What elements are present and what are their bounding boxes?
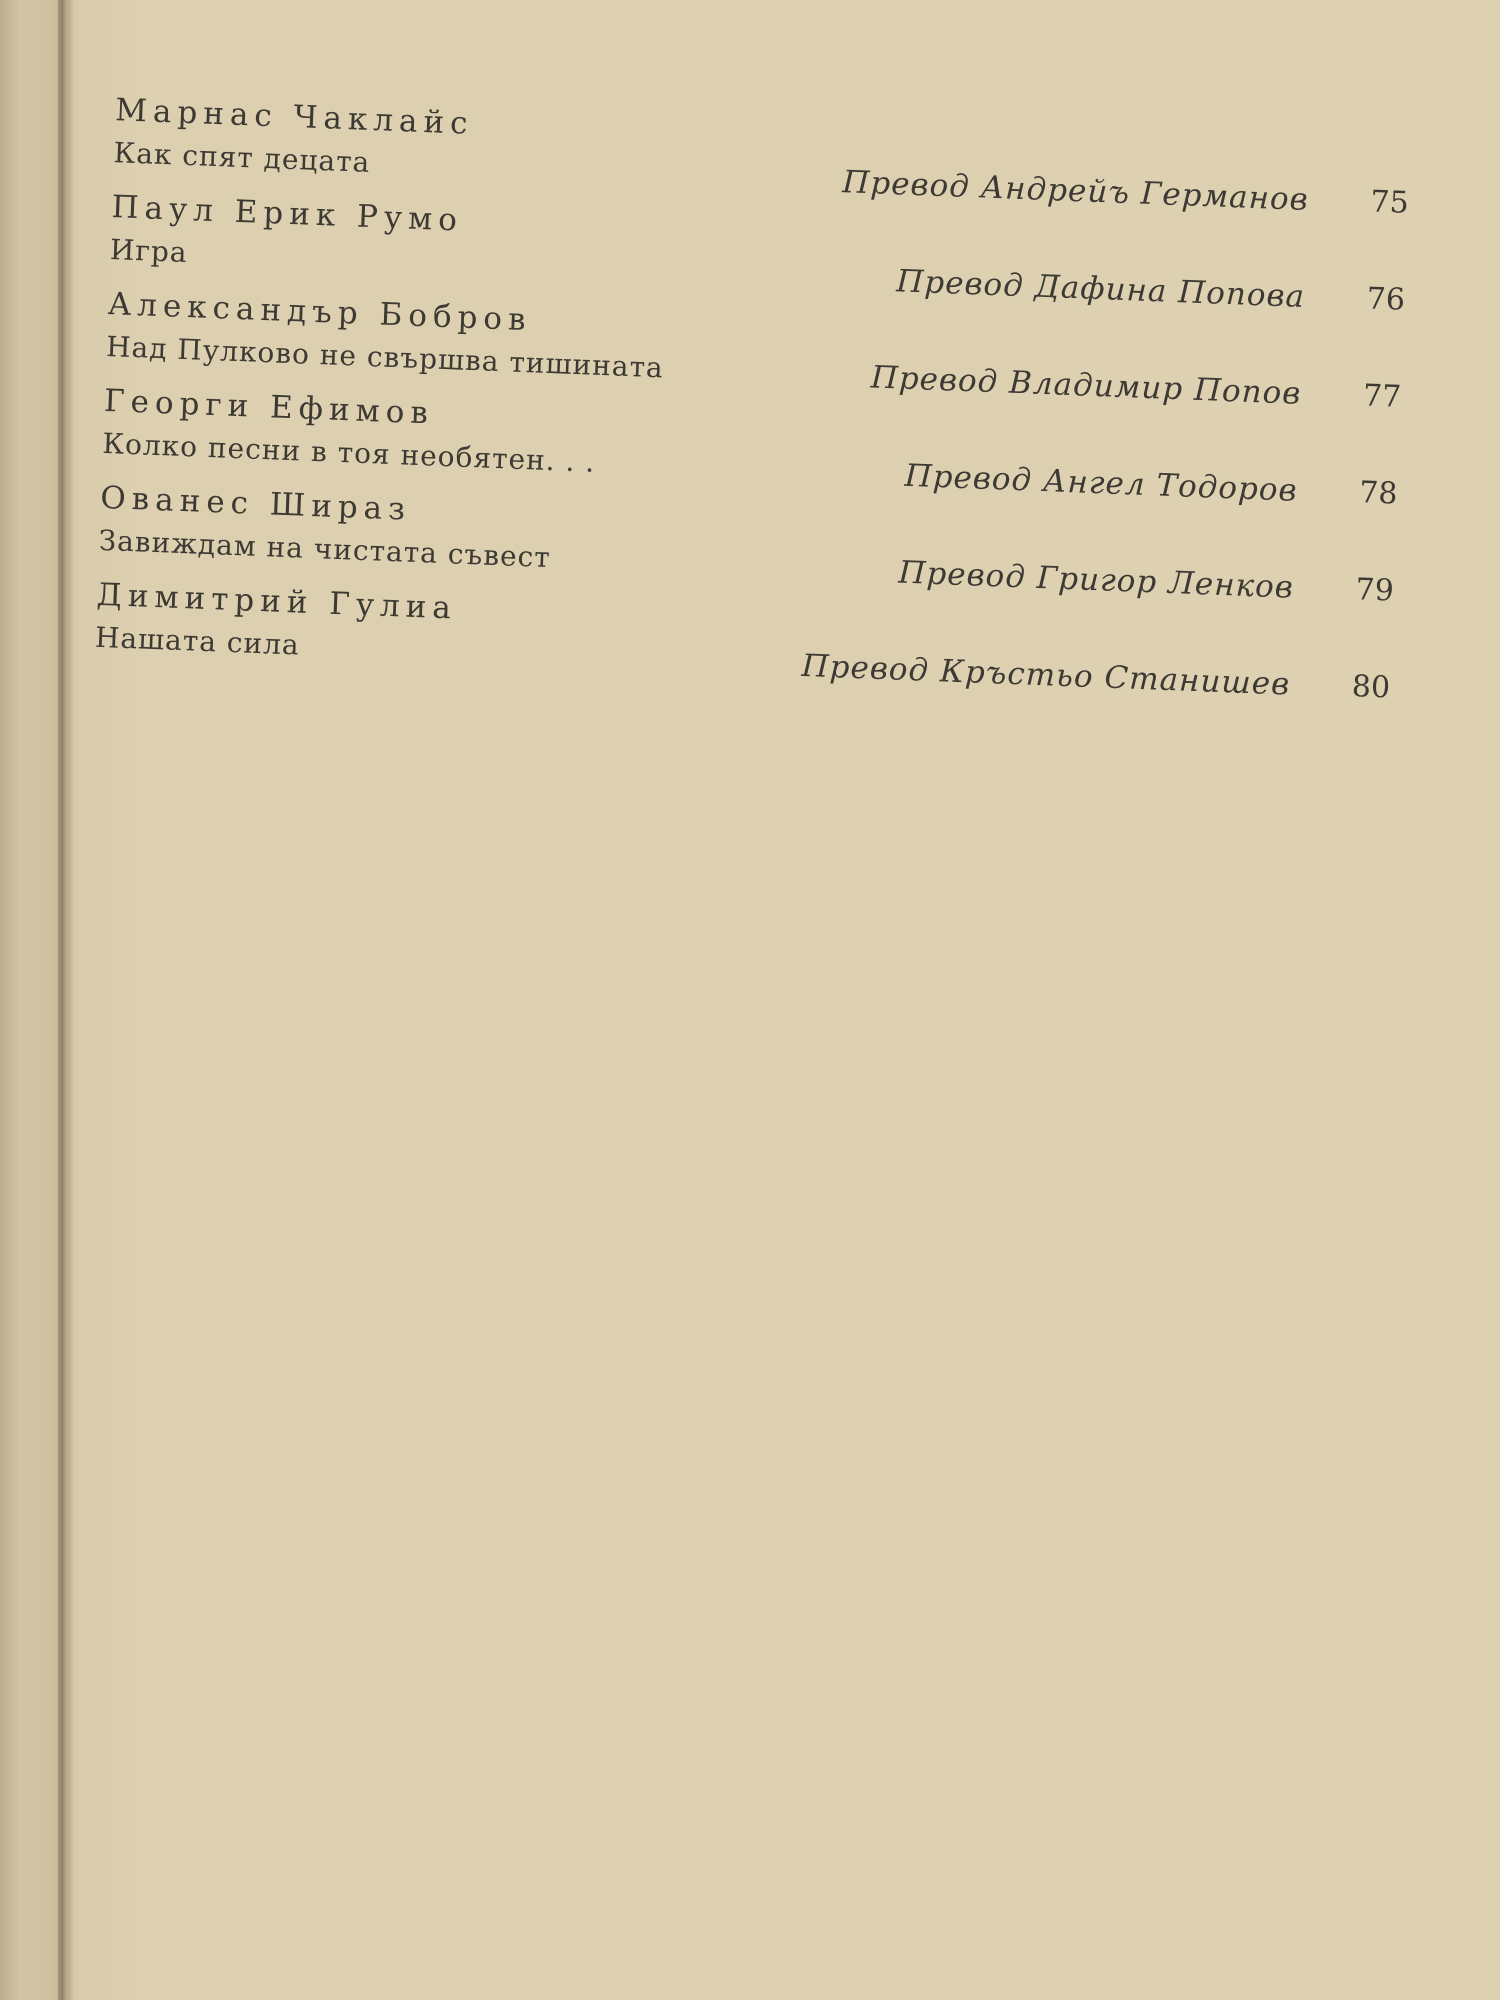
author-name: Димитрий Гулиа	[95, 576, 458, 627]
page-number: 76	[1366, 281, 1406, 318]
facing-page-edge	[0, 0, 58, 2000]
page-number: 79	[1354, 572, 1395, 609]
poem-title: Завиждам на чистата съвест	[98, 523, 552, 575]
translator-credit: Превод Владимир Попов	[870, 359, 1302, 412]
poem-title: Нашата сила	[94, 620, 301, 662]
translator-credit: Превод Ангел Тодоров	[904, 457, 1299, 509]
page-number: 80	[1351, 669, 1391, 706]
translator-credit: Превод Кръстьо Станишев	[800, 647, 1291, 703]
poem-title: Над Пулково не свършва тишината	[105, 329, 665, 385]
author-name: Марнас Чаклайс	[114, 92, 475, 142]
author-name: Александър Бобров	[107, 286, 533, 339]
translator-credit: Превод Андрейъ Германов	[841, 164, 1310, 219]
page-gutter	[58, 0, 68, 2000]
table-of-contents	[90, 92, 1411, 723]
author-name: Георги Ефимов	[103, 382, 435, 432]
poem-title: Игра	[109, 233, 189, 270]
poem-title: Колко песни в тоя необятен. . .	[101, 426, 596, 479]
author-name: Паул Ерик Румо	[110, 189, 464, 239]
page-number: 78	[1358, 475, 1399, 512]
author-name: Ованес Шираз	[99, 479, 412, 528]
poem-title: Как спят децата	[113, 136, 371, 179]
translator-credit: Превод Дафина Попова	[895, 263, 1306, 315]
page-number: 75	[1369, 184, 1410, 221]
translator-credit: Превод Григор Ленков	[897, 554, 1295, 606]
page-number: 77	[1362, 378, 1402, 415]
